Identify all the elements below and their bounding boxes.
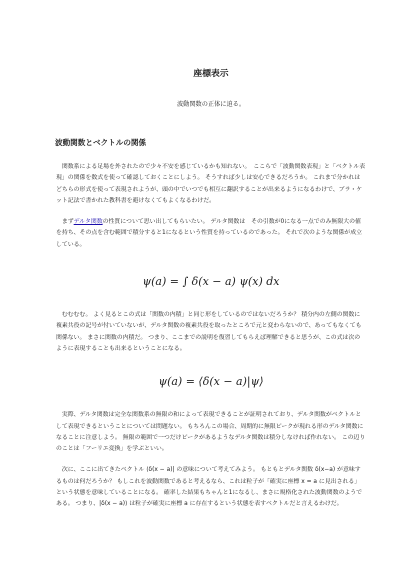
equation-braket: ψ(a) = ⟨δ(x − a)|ψ⟩ — [158, 375, 264, 389]
delta-function-link[interactable]: デルタ関数 — [73, 219, 103, 226]
paragraph-delta-rest: の性質について思い出してもらいたい。 デルタ関数は その引数が0になる一点でのみ無限大の値を持ち、その点を含む範囲で積分すると1になるという性質を持っているのであった。 それで次のような関係が成立している。 — [56, 219, 362, 248]
paragraph-delta-properties — [56, 217, 366, 251]
page-title: 座標表示 — [193, 69, 229, 79]
paragraph-intro: 関数系による足場を外されたので少々不安を感じているかも知れない。 ここらで「波動関数表現」と「ベクトル表現」の関係を数式を使って確認しておくことにしよう。 そうすれば少しは安心できるだろうか。 これまで分かれはどちらの形式を使って表現されようが、頭の中でいつでも相互に翻訳することが出来るようになるわけで、ブラ・ケット記法で書かれた教科書を避けなくてもよくなるわけだ。 — [56, 164, 366, 204]
equation-integral: ψ(a) = ∫ δ(x − a) ψ(x) dx — [142, 275, 280, 289]
paragraph-delta-prefix: まず — [61, 219, 74, 226]
paragraph-fourier: 実際、デルタ関数は完全な関数系の無限の和によって表現できることが証明されており、デルタ関数がベクトルとして表現できるということについては問題ない。 もちろんこの場合、周期的に無限ピークが現れる形のデルタ関数になることに注意しよう。 無限の範囲で一つだけピークがあるようなデルタ関数は積分しなければ作れない。 この辺りのことは「フーリエ変換」を学ぶといい。 — [56, 412, 366, 453]
paragraph-delta-vector: 次に、ここに出てきたベクトル ⟨δ(x − a)| の意味について考えてみよう。 もともとデルタ関数 δ(x−a) が意味するものは何だろうか？ もしこれを波動関数であると考えるなら、これは粒子が「確実に座標 x = a に見出される」という状態を意味していることになる。 確率した結果もちゃんと1になるし、まさに規格化された波動関数のようである。 つまり、|δ(x − a)⟩ は粒子が確実に座標 a に存在するという状態を表すベクトルだと言えるわけだ。 — [56, 467, 363, 508]
section-heading: 波動関数とベクトルの関係 — [55, 138, 147, 147]
page-subtitle: 波動関数の正体に迫る。 — [176, 101, 246, 108]
paragraph-inner-product: むむむむ。 よく見るとこの式は「関数の内積」と同じ形をしているのではないだろうか？ 積分内の左側の関数に複素共役の記号が付いていないが、デルタ関数の複素共役を取ったところで元と変わらないので、あってもなくても関係ない。 まさに関数の内積だ。 つまり、ここまでの説明を復習してもらえば理解できると思うが、この式は次のように表現することも出来るということになる。 — [56, 312, 362, 352]
